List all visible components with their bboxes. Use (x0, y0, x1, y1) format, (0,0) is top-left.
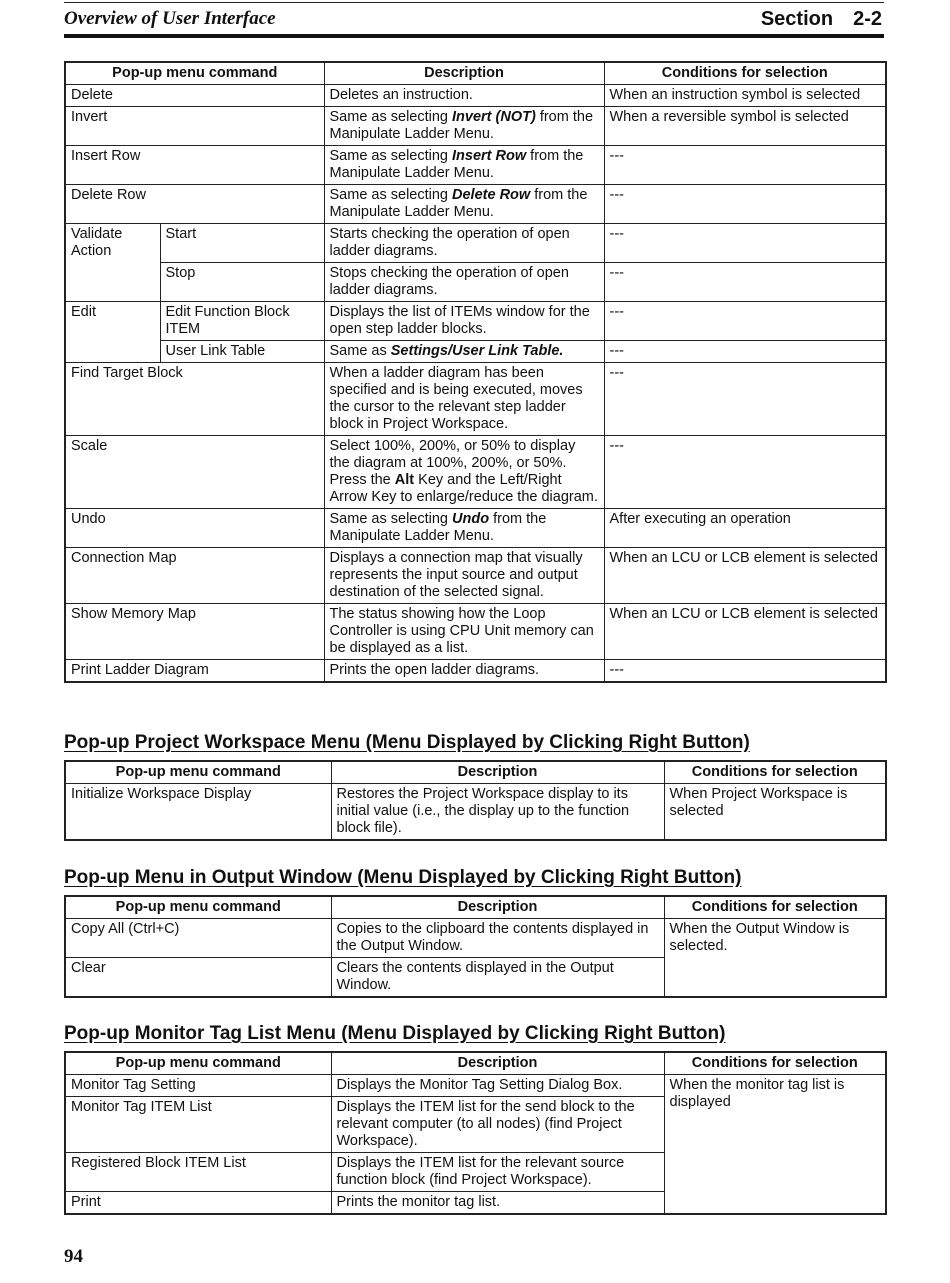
description-text: Key and the Left/Right Arrow Key to enlarge/reduce the diagram. (329, 472, 598, 505)
condition-cell: --- (604, 146, 886, 185)
table-header-row (65, 896, 886, 919)
menu-reference: Settings/User Link Table. (390, 343, 564, 359)
description-text: Select 100%, 200%, or 50% to display the diagram at 100%, 200%, or 50%. Press the (329, 438, 576, 488)
command-cell: Monitor Tag Setting (65, 1075, 331, 1097)
subcommand-cell: Edit Function Block ITEM (160, 302, 324, 341)
section-heading: Pop-up Project Workspace Menu (Menu Displayed by Clicking Right Button) (64, 732, 750, 753)
subcommand-cell: Start (160, 224, 324, 263)
description-cell: Prints the open ladder diagrams. (324, 660, 604, 683)
command-cell: Copy All (Ctrl+C) (65, 919, 331, 958)
description-cell (324, 436, 604, 509)
section-label-text: Section (760, 8, 834, 30)
description-cell: Displays the ITEM list for the relevant source function block (find Project Workspace). (331, 1153, 664, 1192)
condition-cell: When an instruction symbol is selected (604, 85, 886, 107)
subcommand-cell: User Link Table (160, 341, 324, 363)
menu-reference: Undo (452, 511, 490, 527)
condition-cell: After executing an operation (604, 509, 886, 548)
table-row (65, 660, 886, 683)
ladder-popup-menu-table (64, 61, 887, 683)
description-cell: Restores the Project Workspace display to its initial value (i.e., the display up to the function block file). (331, 784, 664, 841)
header-top-rule (64, 2, 884, 3)
description-cell (324, 341, 604, 363)
description-text: from the Manipulate Ladder Menu. (329, 187, 588, 220)
column-header: Conditions for selection (664, 896, 886, 919)
description-cell (324, 107, 604, 146)
condition-cell: --- (604, 436, 886, 509)
description-cell (324, 185, 604, 224)
description-cell: Copies to the clipboard the contents displayed in the Output Window. (331, 919, 664, 958)
command-cell: Clear (65, 958, 331, 998)
condition-cell: --- (604, 302, 886, 341)
command-cell: Initialize Workspace Display (65, 784, 331, 841)
table-row (65, 302, 886, 341)
description-cell: Starts checking the operation of open ladder diagrams. (324, 224, 604, 263)
menu-reference: Insert Row (452, 148, 527, 164)
command-cell: Scale (65, 436, 324, 509)
command-cell: Show Memory Map (65, 604, 324, 660)
description-text: from the Manipulate Ladder Menu. (329, 148, 584, 181)
command-cell: Insert Row (65, 146, 324, 185)
description-cell: Deletes an instruction. (324, 85, 604, 107)
condition-cell: --- (604, 341, 886, 363)
column-header: Pop-up menu command (65, 761, 331, 784)
key-reference: Alt (394, 472, 415, 488)
command-cell: Monitor Tag ITEM List (65, 1097, 331, 1153)
column-header: Conditions for selection (664, 761, 886, 784)
table-row (65, 919, 886, 958)
table-row (65, 85, 886, 107)
group-cell: Edit (65, 302, 160, 363)
page-header (64, 4, 884, 34)
condition-cell: When an LCU or LCB element is selected (604, 548, 886, 604)
description-cell: The status showing how the Loop Controller is using CPU Unit memory can be displayed as a list. (324, 604, 604, 660)
section-number: 2-2 (853, 8, 882, 30)
column-header: Description (331, 761, 664, 784)
subcommand-cell: Stop (160, 263, 324, 302)
description-cell: Displays the list of ITEMs window for the open step ladder blocks. (324, 302, 604, 341)
condition-cell: When the Output Window is selected. (664, 919, 886, 998)
condition-cell: When the monitor tag list is displayed (664, 1075, 886, 1215)
description-cell: Stops checking the operation of open ladder diagrams. (324, 263, 604, 302)
table-row (65, 604, 886, 660)
description-text: Same as selecting (329, 109, 453, 125)
command-cell: Registered Block ITEM List (65, 1153, 331, 1192)
column-header: Description (331, 1052, 664, 1075)
table-row (65, 436, 886, 509)
description-text: from the Manipulate Ladder Menu. (329, 511, 547, 544)
description-text: Same as selecting (329, 511, 453, 527)
description-cell: Prints the monitor tag list. (331, 1192, 664, 1215)
section-label (761, 8, 882, 31)
table-row (65, 263, 886, 302)
table-header-row (65, 761, 886, 784)
section-heading: Pop-up Monitor Tag List Menu (Menu Displayed by Clicking Right Button) (64, 1023, 726, 1044)
condition-cell: --- (604, 224, 886, 263)
table-row (65, 363, 886, 436)
condition-cell: --- (604, 185, 886, 224)
description-text: Same as (329, 343, 391, 359)
command-cell: Print (65, 1192, 331, 1215)
column-header: Description (324, 62, 604, 85)
group-cell: Validate Action (65, 224, 160, 302)
table-row (65, 146, 886, 185)
table-row (65, 1075, 886, 1097)
description-cell: Clears the contents displayed in the Output Window. (331, 958, 664, 998)
table-row (65, 784, 886, 841)
command-cell: Delete Row (65, 185, 324, 224)
condition-cell: --- (604, 660, 886, 683)
command-cell: Print Ladder Diagram (65, 660, 324, 683)
column-header: Pop-up menu command (65, 62, 324, 85)
description-cell: Displays the ITEM list for the send block to the relevant computer (to all nodes) (find Project Workspace). (331, 1097, 664, 1153)
condition-cell: --- (604, 363, 886, 436)
table-row (65, 224, 886, 263)
description-cell: When a ladder diagram has been specified and is being executed, moves the cursor to the relevant step ladder block in Project Workspace. (324, 363, 604, 436)
menu-reference: Delete Row (452, 187, 531, 203)
monitor-tag-list-menu-table (64, 1051, 887, 1215)
command-cell: Undo (65, 509, 324, 548)
table-row (65, 509, 886, 548)
description-text: Same as selecting (329, 148, 453, 164)
project-workspace-menu-table (64, 760, 887, 841)
command-cell: Invert (65, 107, 324, 146)
page-title: Overview of User Interface (64, 8, 276, 29)
command-cell: Find Target Block (65, 363, 324, 436)
table-row (65, 107, 886, 146)
column-header: Conditions for selection (664, 1052, 886, 1075)
description-cell (324, 509, 604, 548)
description-cell (324, 146, 604, 185)
table-row (65, 548, 886, 604)
condition-cell: When Project Workspace is selected (664, 784, 886, 841)
condition-cell: When a reversible symbol is selected (604, 107, 886, 146)
column-header: Pop-up menu command (65, 896, 331, 919)
description-cell: Displays the Monitor Tag Setting Dialog Box. (331, 1075, 664, 1097)
table-row (65, 185, 886, 224)
command-cell: Connection Map (65, 548, 324, 604)
column-header: Pop-up menu command (65, 1052, 331, 1075)
menu-reference: Invert (NOT) (452, 109, 536, 125)
output-window-menu-table (64, 895, 887, 998)
condition-cell: When an LCU or LCB element is selected (604, 604, 886, 660)
page-number: 94 (64, 1246, 83, 1267)
section-heading: Pop-up Menu in Output Window (Menu Displayed by Clicking Right Button) (64, 867, 742, 888)
column-header: Conditions for selection (604, 62, 886, 85)
table-row (65, 341, 886, 363)
description-cell: Displays a connection map that visually represents the input source and output destination of the selected signal. (324, 548, 604, 604)
table-header-row (65, 62, 886, 85)
description-text: Same as selecting (329, 187, 453, 203)
description-text: from the Manipulate Ladder Menu. (329, 109, 594, 142)
table-header-row (65, 1052, 886, 1075)
command-cell: Delete (65, 85, 324, 107)
column-header: Description (331, 896, 664, 919)
header-bottom-rule (64, 34, 884, 38)
condition-cell: --- (604, 263, 886, 302)
